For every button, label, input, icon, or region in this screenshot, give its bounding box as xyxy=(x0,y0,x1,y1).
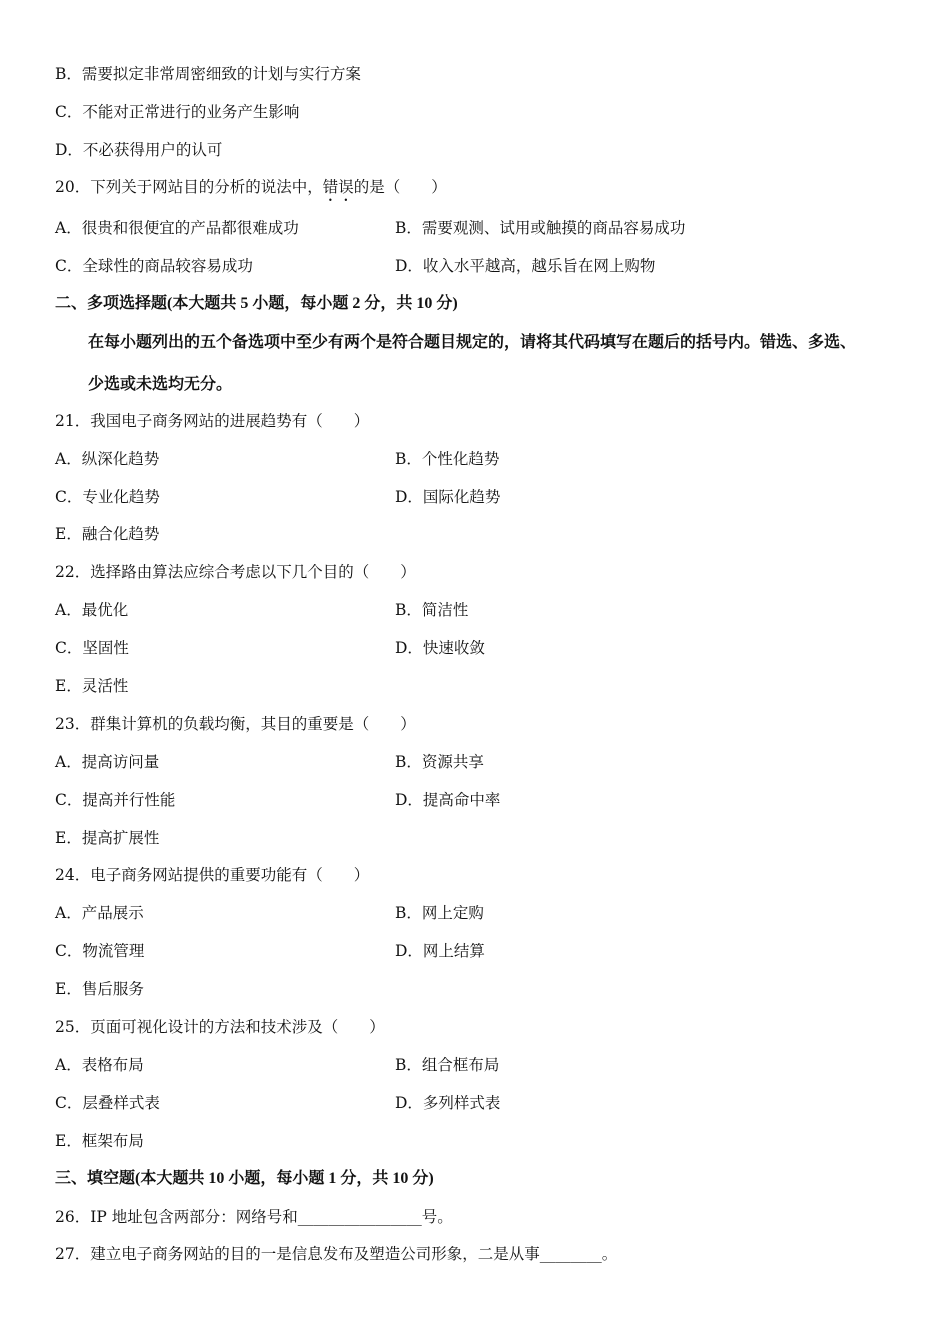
q24-option-b: B．网上定购 xyxy=(395,904,484,922)
q21-option-a: A．纵深化趋势 xyxy=(55,450,160,468)
section3-title: 三、填空题(本大题共 10 小题，每小题 1 分，共 10 分) xyxy=(55,1170,434,1187)
q19-option-b: B．需要拟定非常周密细致的计划与实行方案 xyxy=(55,65,361,83)
q25-option-d: D．多列样式表 xyxy=(395,1094,501,1112)
q25-option-a: A．表格布局 xyxy=(55,1056,144,1074)
q23-option-d: D．提高命中率 xyxy=(395,791,501,809)
q23-stem: 23．群集计算机的负载均衡，其目的重要是（ ） xyxy=(55,715,416,733)
q20-option-b: B．需要观测、试用或触摸的商品容易成功 xyxy=(395,219,686,237)
q20-stem xyxy=(55,176,447,205)
q22-option-a: A．最优化 xyxy=(55,601,129,619)
q25-option-b: B．组合框布局 xyxy=(395,1056,500,1074)
q22-option-b: B．简洁性 xyxy=(395,601,469,619)
q24-stem: 24．电子商务网站提供的重要功能有（ ） xyxy=(55,866,370,884)
q19-option-c: C．不能对正常进行的业务产生影响 xyxy=(55,103,300,121)
q19-option-d: D．不必获得用户的认可 xyxy=(55,141,223,159)
q22-stem: 22．选择路由算法应综合考虑以下几个目的（ ） xyxy=(55,563,416,581)
section2-instructions-line2: 少选或未选均无分。 xyxy=(88,376,233,393)
section2-instructions-line1: 在每小题列出的五个备选项中至少有两个是符合题目规定的，请将其代码填写在题后的括号内。错选、多选、 xyxy=(88,334,857,351)
q25-option-e: E．框架布局 xyxy=(55,1132,144,1150)
q20-stem-emphasis: 错误 xyxy=(322,178,354,196)
q23-option-b: B．资源共享 xyxy=(395,753,484,771)
q21-stem: 21．我国电子商务网站的进展趋势有（ ） xyxy=(55,412,370,430)
q22-option-d: D．快速收敛 xyxy=(395,639,485,657)
q25-option-c: C．层叠样式表 xyxy=(55,1094,160,1112)
q21-option-c: C．专业化趋势 xyxy=(55,488,160,506)
q20-option-a: A．很贵和很便宜的产品都很难成功 xyxy=(55,219,299,237)
q20-stem-after: 的是（ ） xyxy=(353,178,447,196)
q24-option-e: E．售后服务 xyxy=(55,980,144,998)
q24-option-c: C．物流管理 xyxy=(55,942,145,960)
q23-option-c: C．提高并行性能 xyxy=(55,791,176,809)
q24-option-d: D．网上结算 xyxy=(395,942,485,960)
q22-option-e: E．灵活性 xyxy=(55,677,129,695)
q23-option-e: E．提高扩展性 xyxy=(55,829,160,847)
q23-option-a: A．提高访问量 xyxy=(55,753,160,771)
q20-option-d: D．收入水平越高，越乐旨在网上购物 xyxy=(395,257,656,275)
section2-title: 二、多项选择题(本大题共 5 小题，每小题 2 分，共 10 分) xyxy=(55,295,458,312)
q24-option-a: A．产品展示 xyxy=(55,904,144,922)
q21-option-d: D．国际化趋势 xyxy=(395,488,501,506)
q25-stem: 25．页面可视化设计的方法和技术涉及（ ） xyxy=(55,1018,385,1036)
q27-fill-blank: 27．建立电子商务网站的目的一是信息发布及塑造公司形象，二是从事________。 xyxy=(55,1245,618,1263)
q26-fill-blank: 26．IP 地址包含两部分：网络号和________________号。 xyxy=(55,1208,453,1226)
q20-stem-before: 20．下列关于网站目的分析的说法中， xyxy=(55,178,323,196)
q20-option-c: C．全球性的商品较容易成功 xyxy=(55,257,253,275)
q21-option-e: E．融合化趋势 xyxy=(55,525,160,543)
q21-option-b: B．个性化趋势 xyxy=(395,450,500,468)
q22-option-c: C．坚固性 xyxy=(55,639,129,657)
